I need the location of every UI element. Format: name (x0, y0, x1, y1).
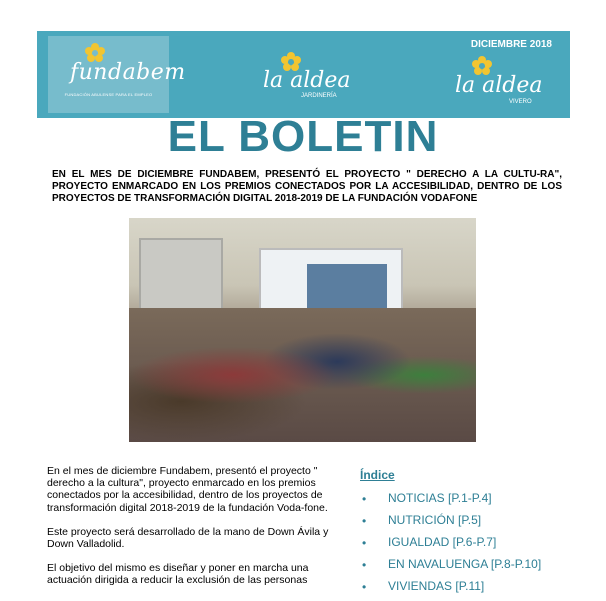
index-item[interactable] (360, 557, 580, 571)
la-aldea-vivero-logo: la aldea (455, 73, 543, 98)
bullet-icon: • (362, 492, 367, 506)
fundabem-logo (48, 36, 186, 113)
la-aldea-jardineria-subtext: JARDINERÍA (301, 93, 337, 99)
article-paragraph: En el mes de diciembre Fundabem, presentó el proyecto " derecho a la cultura", proyecto enmarcado en los premios conectados por la accesibilidad, dentro de los proyectos de transformación digital 2018-2019 de la fundación Voda-fone. (47, 465, 328, 514)
newsletter-title: EL BOLETIN (167, 112, 439, 161)
index-item[interactable] (360, 491, 580, 505)
bullet-icon: • (362, 536, 367, 550)
bullet-icon: • (362, 580, 367, 594)
bullet-icon: • (362, 558, 367, 572)
index-item[interactable] (360, 535, 580, 549)
index-item-label: IGUALDAD [P.6-P.7] (388, 535, 497, 549)
index-item-label: VIVIENDAS [P.11] (388, 579, 485, 593)
index-item[interactable] (360, 513, 580, 527)
group-photo (129, 218, 476, 442)
table-of-contents (360, 468, 580, 601)
fundabem-logo-text: fundabem (70, 60, 186, 85)
index-item-label: NOTICIAS [P.1-P.4] (388, 491, 492, 505)
article-paragraph: El objetivo del mismo es diseñar y poner en marcha una actuación dirigida a reducir la exclusión de las personas (47, 562, 309, 587)
article-paragraph: Este proyecto será desarrollado de la mano de Down Ávila y Down Valladolid. (47, 525, 329, 551)
la-aldea-vivero-subtext: VIVERO (509, 99, 532, 105)
article-body (47, 465, 337, 599)
index-list (360, 491, 580, 593)
bullet-icon: • (362, 514, 367, 528)
photo-people (129, 308, 476, 442)
issue-date: DICIEMBRE 2018 (470, 39, 552, 50)
la-aldea-jardineria-logo: la aldea (263, 68, 351, 93)
lead-paragraph: EN EL MES DE DICIEMBRE FUNDABEM, PRESENTÓ EL PROYECTO " DERECHO A LA CULTU-RA", PROYECTO ENMARCADO EN LOS PREMIOS CONECTADOS POR LA ACCESIBILIDAD, DENTRO DE LOS PROYECTOS DE TRANSFORMACIÓN DIGITAL 2018-2019 DE LA FUNDACIÓN VODAFONE (52, 169, 562, 204)
photo-projection (307, 264, 387, 310)
fundabem-logo-subtext: FUNDACIÓN ABULENSE PARA EL EMPLEO (64, 92, 153, 97)
index-title: Índice (360, 468, 395, 482)
index-item-label: EN NAVALUENGA [P.8-P.10] (388, 557, 542, 571)
index-item[interactable] (360, 579, 580, 593)
newsletter-header (37, 31, 570, 118)
index-item-label: NUTRICIÓN [P.5] (388, 513, 482, 527)
